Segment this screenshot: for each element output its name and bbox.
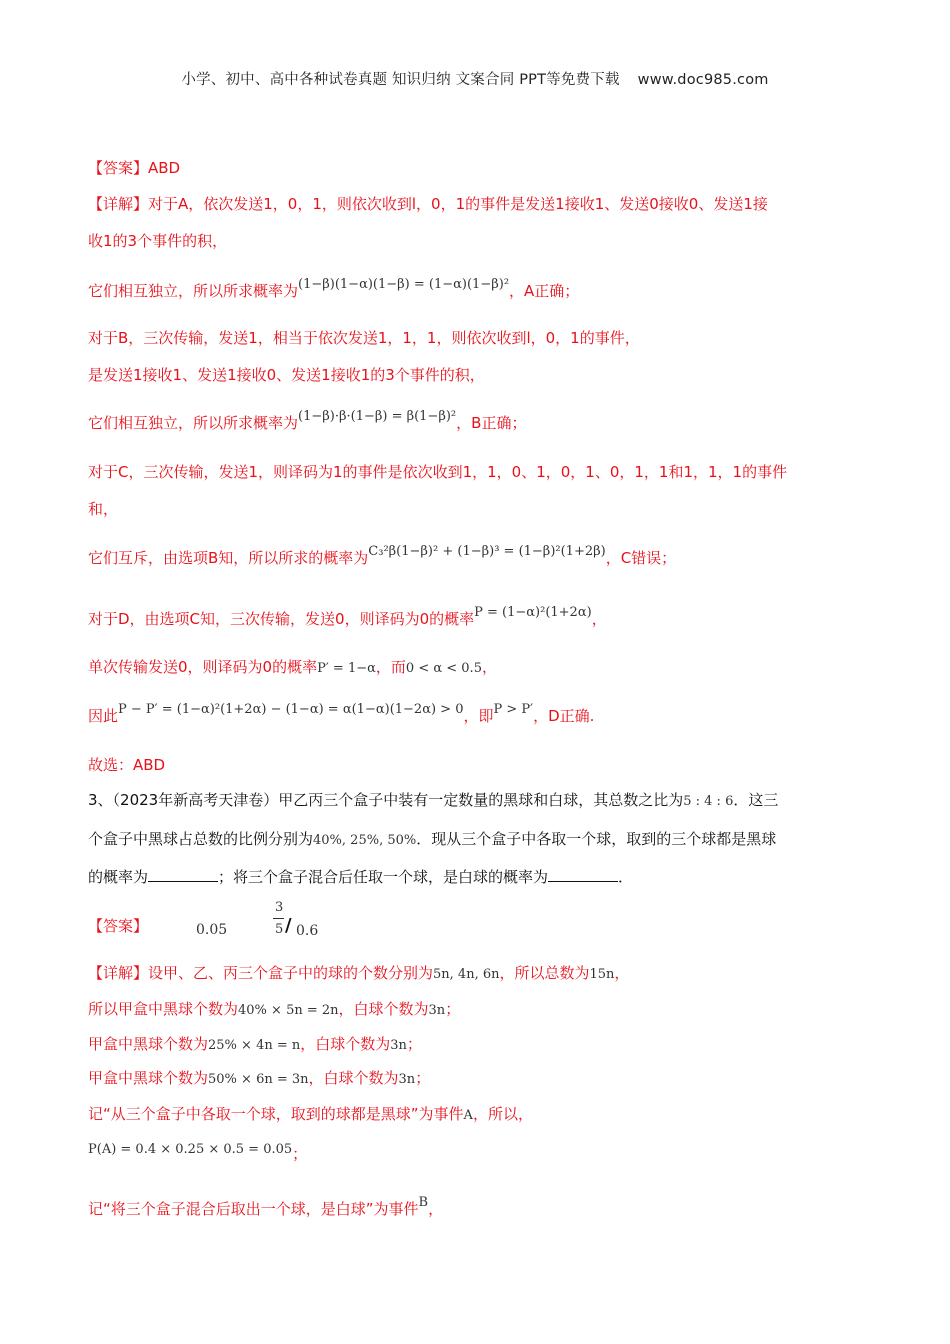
q3-s3-end: ．: [618, 868, 634, 886]
q2-d12-formula-2: P > P′: [493, 702, 534, 717]
q2-detail-line-8: 和，: [88, 500, 119, 518]
q2-d3-formula: (1−β)(1−α)(1−β) = (1−α)(1−β)²: [298, 277, 510, 292]
q3-statement-line-1: [88, 790, 778, 812]
q3-s1-ratio: 5 : 4 : 6: [683, 794, 734, 809]
q3-e1-end: ，: [614, 964, 630, 982]
q3-e2-white: 3n: [428, 1003, 446, 1018]
q2-d12-mid: ，即: [463, 707, 494, 725]
q2-d12-formula-1: P − P′ = (1−α)²(1+2α) − (1−α) = α(1−α)(1−2α) > 0: [118, 702, 464, 717]
q3-detail-line-6: [88, 1138, 308, 1163]
q3-s2-text: 个盒子中黑球占总数的比例分别为: [88, 830, 314, 848]
q3-e4-text: 甲盒中黑球个数为: [88, 1069, 209, 1087]
q3-e5-end: ，所以，: [472, 1105, 533, 1123]
fraction-bar: [273, 918, 284, 919]
q2-detail-line-10: [88, 605, 607, 631]
q3-e4-mid: ，白球个数为: [308, 1069, 399, 1087]
q2-d3-text: 它们相互独立，所以所求概率为: [88, 282, 299, 300]
q2-detail-line-6: [88, 409, 527, 435]
q3-s3-mid: ；将三个盒子混合后任取一个球，是白球的概率为: [218, 868, 549, 886]
q3-e5-text: 记“从三个盒子中各取一个球，取到的球都是黑球”为事件: [88, 1105, 464, 1123]
q2-d10-formula: P = (1−α)²(1+2α): [474, 605, 592, 620]
q2-d9-formula: C₃²β(1−β)² + (1−β)³ = (1−β)²(1+2β): [368, 544, 606, 559]
q2-d10-result: ，: [591, 610, 607, 628]
header-text: 小学、初中、高中各种试卷真题 知识归纳 文案合同 PPT等免费下载: [181, 72, 620, 88]
q3-e6-end: ；: [292, 1145, 308, 1163]
q2-d6-formula: (1−β)·β·(1−β) = β(1−β)²: [298, 409, 457, 424]
q2-d11-mid: ，而: [375, 658, 406, 676]
q3-answer-separator: /: [285, 915, 292, 936]
q3-e4-end: ；: [415, 1069, 431, 1087]
q3-e1-mid: ，所以总数为: [499, 964, 590, 982]
q2-answer: 【答案】ABD: [88, 159, 181, 177]
answer-blank-1: [148, 866, 218, 882]
q3-e3-text: 甲盒中黑球个数为: [88, 1035, 209, 1053]
q3-e3-mid: ，白球个数为: [300, 1035, 391, 1053]
q3-answer-1: 0.05: [196, 922, 228, 938]
q3-e4-formula: 50% × 6n = 3n: [208, 1072, 309, 1087]
q2-detail-line-3: [88, 277, 580, 303]
q3-e1-total: 15n: [589, 967, 615, 982]
q3-answer-2-denominator: 5: [275, 922, 284, 937]
q3-e1-counts: 5n, 4n, 6n: [433, 967, 500, 982]
q2-d11-text: 单次传输发送0，则译码为0的概率: [88, 658, 318, 676]
q2-detail-line-9: [88, 544, 677, 570]
q3-s3-text: 的概率为: [88, 868, 149, 886]
q2-d6-text: 它们相互独立，所以所求概率为: [88, 414, 299, 432]
q2-final-choice: 故选：ABD: [88, 756, 166, 774]
q3-e7-text: 记“将三个盒子混合后取出一个球，是白球”为事件: [88, 1200, 419, 1218]
q3-s2-end: ．现从三个盒子中各取一个球，取到的三个球都是黑球: [416, 830, 777, 848]
q3-answer-2-numerator: 3: [275, 900, 284, 915]
q2-d6-result: ，B正确；: [456, 414, 527, 432]
q2-d3-result: ，A正确；: [509, 282, 580, 300]
page-header: [0, 68, 950, 89]
q3-detail-line-4: [88, 1068, 430, 1090]
q3-e2-end: ；: [445, 1000, 461, 1018]
q3-e7-end: ，: [428, 1200, 444, 1218]
q2-d11-formula-1: P′ = 1−α: [317, 661, 376, 676]
q3-detail-line-2: [88, 999, 460, 1021]
q3-e3-end: ；: [406, 1035, 422, 1053]
q3-detail-line-5: [88, 1104, 533, 1126]
q3-s1-end: ．这三: [733, 791, 779, 809]
q3-e3-formula: 25% × 4n = n: [208, 1038, 301, 1053]
q3-e2-mid: ，白球个数为: [338, 1000, 429, 1018]
q2-d9-text: 它们互斥，由选项B知，所以所求的概率为: [88, 549, 369, 567]
q3-detail-line-7: [88, 1195, 444, 1221]
q3-detail-line-1: [88, 963, 629, 985]
answer-blank-2: [548, 866, 618, 882]
q2-detail-line-12: [88, 702, 595, 728]
q2-d12-text: 因此: [88, 707, 119, 725]
q2-d12-end: ，D正确.: [533, 707, 595, 725]
q3-e1-text: 【详解】设甲、乙、丙三个盒子中的球的个数分别为: [88, 964, 434, 982]
q3-e4-white: 3n: [398, 1072, 416, 1087]
q2-d10-text: 对于D，由选项C知，三次传输，发送0，则译码为0的概率: [88, 610, 475, 628]
q2-d9-result: ，C错误；: [605, 549, 677, 567]
q3-e2-formula: 40% × 5n = 2n: [238, 1003, 339, 1018]
q3-statement-line-3: [88, 866, 633, 887]
q2-detail-line-11: [88, 657, 497, 679]
q2-detail-line-7: 对于C，三次传输，发送1，则译码为1的事件是依次收到1，1，0、1，0，1、0，1，1和1，1，1的事件: [88, 463, 788, 481]
q3-detail-line-3: [88, 1034, 422, 1056]
q3-answer-label: 【答案】: [88, 917, 149, 935]
q2-detail-line-4: 对于B，三次传输，发送1，相当于依次发送1，1，1，则依次收到l，0，1的事件，: [88, 329, 640, 347]
q3-s1-text: 3、（2023年新高考天津卷）甲乙丙三个盒子中装有一定数量的黑球和白球，其总数之比为: [88, 791, 684, 809]
q3-e6-formula: P(A) = 0.4 × 0.25 × 0.5 = 0.05: [88, 1142, 293, 1157]
q3-s2-percentages: 40%, 25%, 50%: [313, 833, 417, 848]
q2-detail-line-1: 【详解】对于A，依次发送1，0，1，则依次收到l，0，1的事件是发送1接收1、发送0接收0、发送1接: [88, 195, 768, 213]
q2-d11-formula-2: 0 < α < 0.5: [405, 661, 482, 676]
q3-e2-text: 所以甲盒中黑球个数为: [88, 1000, 239, 1018]
q3-answer-2-alt: 0.6: [296, 923, 319, 939]
q3-e3-white: 3n: [390, 1038, 407, 1053]
q2-detail-line-5: 是发送1接收1、发送1接收0、发送1接收1的3个事件的积，: [88, 366, 485, 384]
q2-d11-end: ，: [481, 658, 497, 676]
q3-e5-event: A: [463, 1108, 473, 1123]
q2-detail-line-2: 收1的3个事件的积，: [88, 232, 228, 250]
q3-e7-event: B: [418, 1195, 429, 1210]
header-site: www.doc985.com: [637, 72, 769, 88]
q3-statement-line-2: [88, 829, 776, 851]
